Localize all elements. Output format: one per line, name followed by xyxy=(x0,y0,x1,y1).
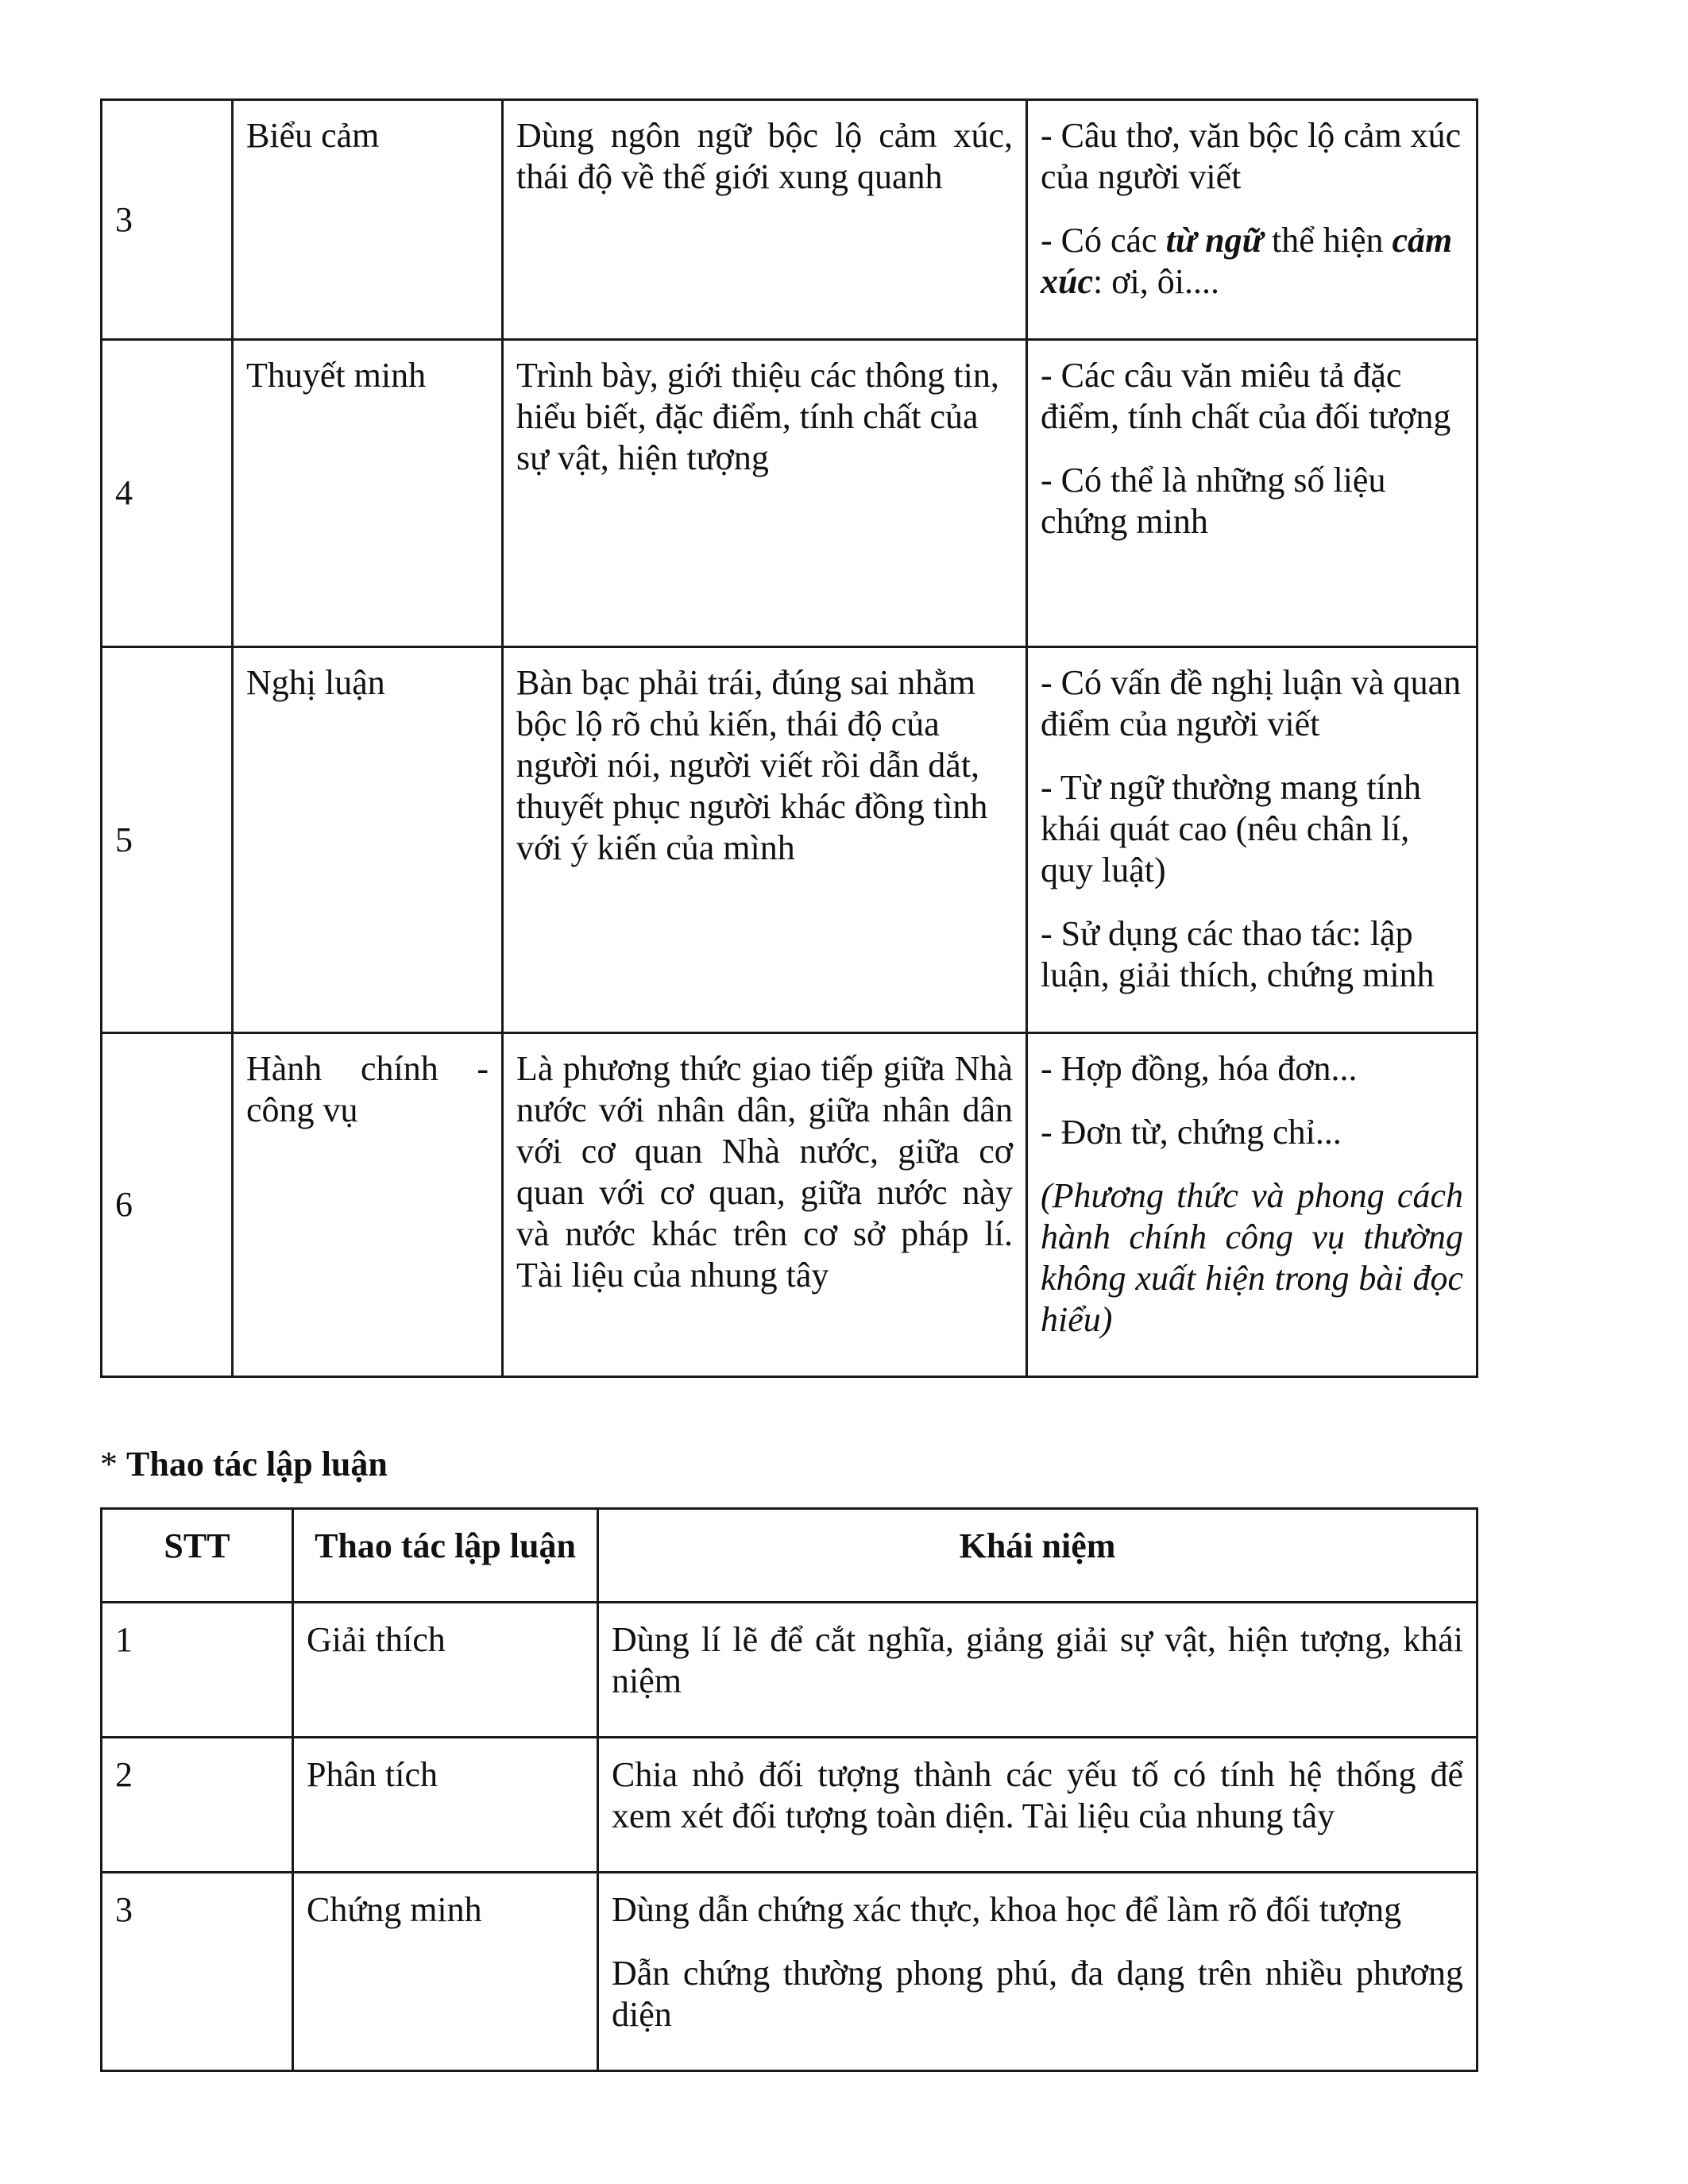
type-features xyxy=(1027,1033,1477,1377)
argument-operations-table xyxy=(100,1507,1478,2072)
text-types-table xyxy=(100,98,1478,1378)
type-features xyxy=(1027,100,1477,340)
column-header-stt: STT xyxy=(102,1509,293,1603)
table-row xyxy=(102,1873,1477,2071)
feature-item: - Có thể là những số liệu chứng minh xyxy=(1041,461,1386,541)
feature-item: - Câu thơ, văn bộc lộ cảm xúc của người viết xyxy=(1041,116,1462,196)
type-features xyxy=(1027,647,1477,1033)
text-type: Biểu cảm xyxy=(233,100,503,340)
table-row xyxy=(102,1738,1477,1873)
feature-item: - Hợp đồng, hóa đơn... xyxy=(1041,1049,1358,1088)
row-number: 1 xyxy=(102,1603,293,1738)
feature-item: - Các câu văn miêu tả đặc điểm, tính chất của đối tượng xyxy=(1041,356,1451,436)
row-number: 6 xyxy=(102,1033,233,1377)
row-number: 2 xyxy=(102,1738,293,1873)
operation-name: Chứng minh xyxy=(293,1873,598,2071)
operation-concept: Dùng lí lẽ để cắt nghĩa, giảng giải sự vật, hiện tượng, khái niệm xyxy=(598,1603,1477,1738)
feature-item: - Có vấn đề nghị luận và quan điểm của người viết xyxy=(1041,663,1462,743)
feature-item: - Có các từ ngữ thể hiện cảm xúc: ơi, ôi.... xyxy=(1041,221,1453,301)
type-definition: Là phương thức giao tiếp giữa Nhà nước với nhân dân, giữa nhân dân với cơ quan Nhà nước, giữa cơ quan với cơ quan, giữa nước này và nước khác trên cơ sở pháp lí. Tài liệu của nhung tây xyxy=(503,1033,1027,1377)
table-row xyxy=(102,1603,1477,1738)
table-row xyxy=(102,340,1477,647)
operation-name: Phân tích xyxy=(293,1738,598,1873)
operation-concept: Chia nhỏ đối tượng thành các yếu tố có tính hệ thống để xem xét đối tượng toàn diện. Tài liệu của nhung tây xyxy=(598,1738,1477,1873)
operation-name: Giải thích xyxy=(293,1603,598,1738)
feature-item: - Đơn từ, chứng chỉ... xyxy=(1041,1113,1342,1152)
type-features xyxy=(1027,340,1477,647)
text-type: Hành chính - công vụ xyxy=(233,1033,503,1377)
row-number: 3 xyxy=(102,100,233,340)
table-row xyxy=(102,647,1477,1033)
section-bullet: * xyxy=(100,1445,126,1484)
feature-note: (Phương thức và phong cách hành chính công vụ thường không xuất hiện trong bài đọc hiểu) xyxy=(1041,1176,1463,1339)
type-definition: Dùng ngôn ngữ bộc lộ cảm xúc, thái độ về thế giới xung quanh xyxy=(503,100,1027,340)
row-number: 3 xyxy=(102,1873,293,2071)
table-row xyxy=(102,100,1477,340)
type-definition: Trình bày, giới thiệu các thông tin, hiểu biết, đặc điểm, tính chất của sự vật, hiện tượng xyxy=(503,340,1027,647)
text-type: Thuyết minh xyxy=(233,340,503,647)
row-number: 4 xyxy=(102,340,233,647)
table-row xyxy=(102,1033,1477,1377)
table-header-row xyxy=(102,1509,1477,1603)
section-title xyxy=(100,1444,388,1485)
feature-item: - Sử dụng các thao tác: lập luận, giải thích, chứng minh xyxy=(1041,914,1435,994)
column-header-concept: Khái niệm xyxy=(598,1509,1477,1603)
column-header-operation: Thao tác lập luận xyxy=(293,1509,598,1603)
text-type: Nghị luận xyxy=(233,647,503,1033)
section-title-text: Thao tác lập luận xyxy=(126,1445,388,1484)
type-definition: Bàn bạc phải trái, đúng sai nhằm bộc lộ rõ chủ kiến, thái độ của người nói, người viết rồi dẫn dắt, thuyết phục người khác đồng tình với ý kiến của mình xyxy=(503,647,1027,1033)
row-number: 5 xyxy=(102,647,233,1033)
operation-concept: Dùng dẫn chứng xác thực, khoa học để làm rõ đối tượng Dẫn chứng thường phong phú, đa dạng trên nhiều phương diện xyxy=(598,1873,1477,2071)
feature-item: - Từ ngữ thường mang tính khái quát cao (nêu chân lí, quy luật) xyxy=(1041,768,1421,889)
